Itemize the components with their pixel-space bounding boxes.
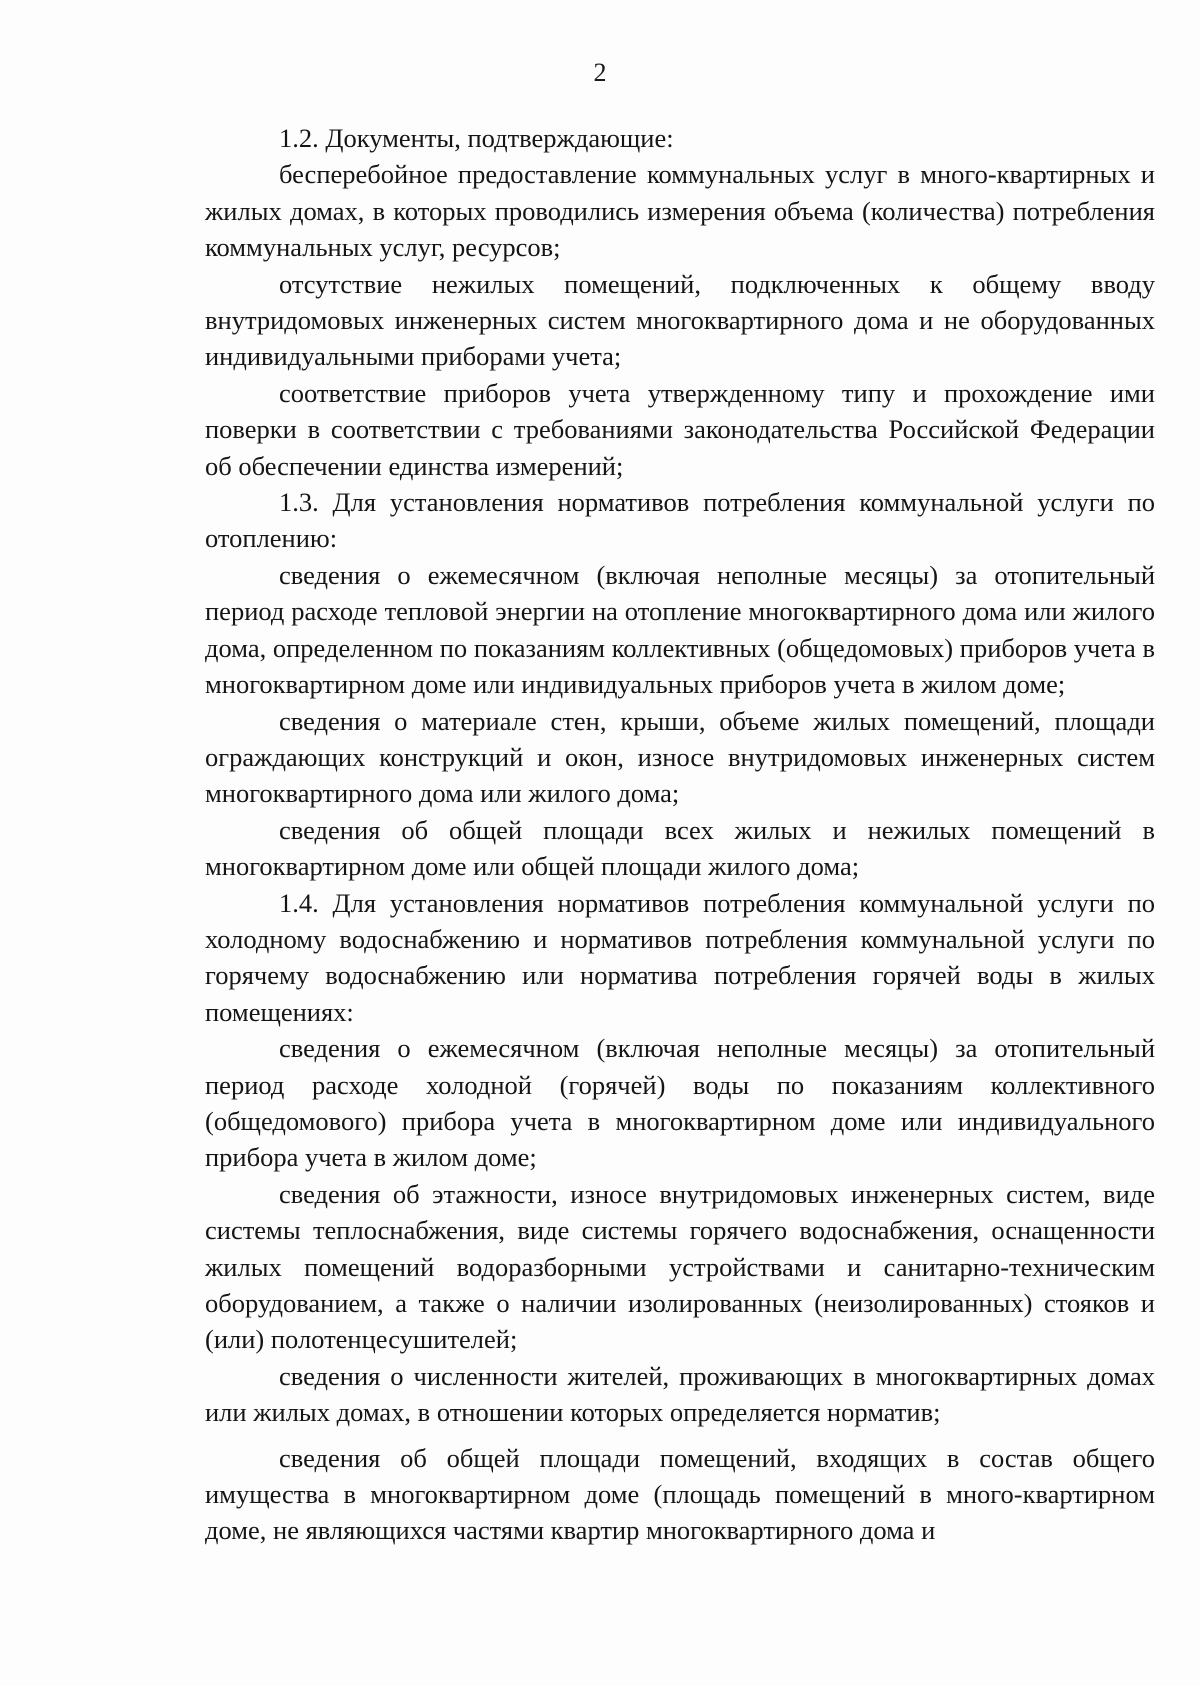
paragraph-common-property-area: сведения об общей площади помещений, входящих в состав общего имущества в многоквартирном доме (площадь помещений в много-квартирном доме, не являющихся частями квартир многоквартирного дома и xyxy=(205,1442,1155,1546)
paragraph-water-consumption: сведения о ежемесячном (включая неполные месяцы) за отопительный период расходе холодной (горячей) воды по показаниям коллективного (общедомового) прибора учета в многоквартирном доме или индивидуального прибора учета в жилом доме; xyxy=(205,1033,1155,1173)
page-number: 2 xyxy=(593,58,607,87)
paragraph-meter-compliance: соответствие приборов учета утвержденному типу и прохождение ими поверки в соответствии с требованиями законодательства Российской Федерации об обеспечении единства измерений; xyxy=(205,377,1155,481)
paragraph-floors-systems: сведения об этажности, износе внутридомовых инженерных систем, виде системы теплоснабжения, виде системы горячего водоснабжения, оснащенности жилых помещений водоразборными устройствами и санитарно-техническим оборудованием, а также о наличии изолированных (неизолированных) стояков и (или) полотенцесушителей; xyxy=(205,1178,1155,1355)
paragraph-uninterrupted-supply: бесперебойное предоставление коммунальных услуг в много-квартирных и жилых домах, в которых проводились измерения объема (количества) потребления коммунальных услуг, ресурсов; xyxy=(205,159,1155,263)
paragraph-no-nonresidential: отсутствие нежилых помещений, подключенных к общему вводу внутридомовых инженерных систем многоквартирного дома и не оборудованных индивидуальными приборами учета; xyxy=(205,268,1155,372)
paragraph-residents-count: сведения о численности жителей, проживающих в многоквартирных домах или жилых домах, в отношении которых определяется норматив; xyxy=(205,1360,1155,1428)
paragraph-1-4-heading: 1.4. Для установления нормативов потребления коммунальной услуги по холодному водоснабжению и нормативов потребления коммунальной услуги по горячему водоснабжению или норматива потребления горячей воды в жилых помещениях: xyxy=(205,887,1155,1027)
document-body xyxy=(205,120,1155,1549)
paragraph-building-materials: сведения о материале стен, крыши, объеме жилых помещений, площади ограждающих конструкций и окон, износе внутридомовых инженерных систем многоквартирного дома или жилого дома; xyxy=(205,705,1155,809)
paragraph-1-2-heading: 1.2. Документы, подтверждающие: xyxy=(279,123,674,153)
paragraph-heat-consumption: сведения о ежемесячном (включая неполные месяцы) за отопительный период расходе тепловой энергии на отопление многоквартирного дома или жилого дома, определенном по показаниям коллективных (общедомовых) приборов учета в многоквартирном доме или индивидуальных приборов учета в жилом доме; xyxy=(205,559,1155,700)
paragraph-1-3-heading: 1.3. Для установления нормативов потребления коммунальной услуги по отоплению: xyxy=(205,487,1155,554)
paragraph-total-area: сведения об общей площади всех жилых и нежилых помещений в многоквартирном доме или общей площади жилого дома; xyxy=(205,814,1155,882)
